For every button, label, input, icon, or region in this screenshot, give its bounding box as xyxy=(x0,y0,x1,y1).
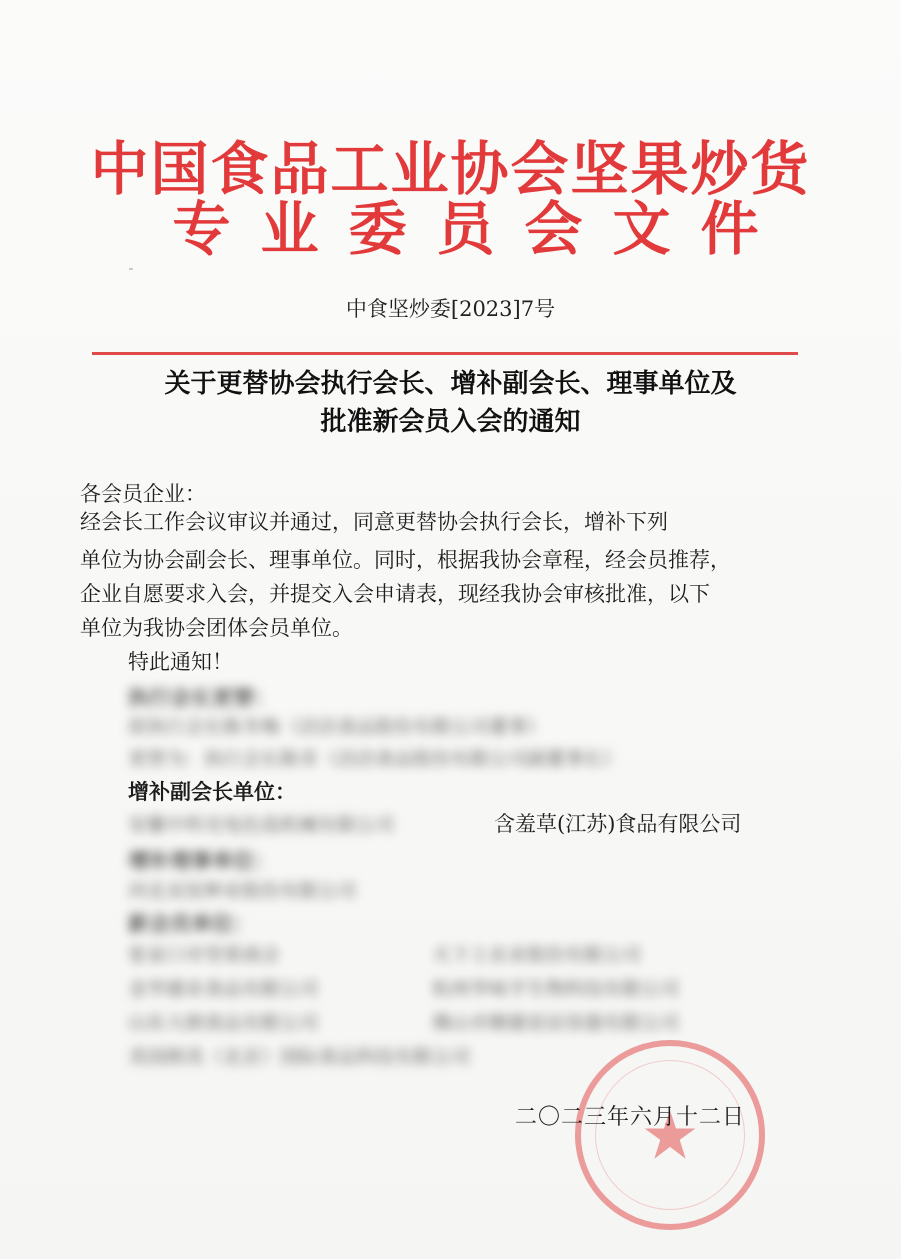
body-line-1: 经会长工作会议审议并通过，同意更替协会执行会长，增补下列 xyxy=(80,510,668,534)
document-date: 二〇二三年六月十二日 xyxy=(515,1105,746,1130)
director-unit-1: 河北双星种业股份有限公司 xyxy=(128,880,357,902)
member-row-3-a: 山东大朗食品有限公司 xyxy=(128,1012,319,1034)
member-row-1-b: 天下土农业股份有限公司 xyxy=(432,944,642,966)
exec-new: 更替为：执行会长陈奇（洽洽食品股份有限公司副董事长） xyxy=(128,748,623,770)
notice-title-line-2: 批准新会员入会的通知 xyxy=(320,407,581,437)
official-seal xyxy=(575,1040,765,1230)
notice-title-line-1: 关于更替协会执行会长、增补副会长、理事单位及 xyxy=(164,369,737,399)
body-line-3: 企业自愿要求入会，并提交入会申请表，现经我协会审核批准，以下 xyxy=(80,582,710,606)
salutation: 各会员企业： xyxy=(80,482,206,506)
vice-unit-1: 安徽中科光电色选机械有限公司 xyxy=(128,814,395,836)
body-line-2: 单位为协会副会长、理事单位。同时，根据我协会章程，经会员推荐， xyxy=(80,548,731,572)
exec-heading: 执行会长更替： xyxy=(128,685,275,710)
document-number: 中食坚炒委[2023]7号 xyxy=(345,297,556,321)
closing-line: 特此通知！ xyxy=(128,650,233,674)
red-divider-rule xyxy=(92,352,798,355)
exec-former: 原执行会长陈冬梅（洽洽食品股份有限公司董事） xyxy=(128,716,547,738)
header-line-1: 中国食品工业协会坚果炒货 xyxy=(90,135,811,203)
header-line-2: 专业委员会文件 xyxy=(172,195,789,263)
vice-unit-2: 含羞草(江苏)食品有限公司 xyxy=(494,812,742,836)
member-row-3-b: 佛山市顺德星辰容器有限公司 xyxy=(432,1012,680,1034)
member-heading: 新会员单位： xyxy=(128,911,254,936)
member-row-4-a: 美国朗美（北京）国际食品科技有限公司 xyxy=(128,1046,471,1068)
member-row-2-a: 金华德业食品有限公司 xyxy=(128,978,319,1000)
body-line-4: 单位为我协会团体会员单位。 xyxy=(80,616,353,640)
scan-speck xyxy=(129,268,133,270)
director-heading: 增补理事单位： xyxy=(128,848,275,873)
member-row-1-a: 张家口市坚果商会 xyxy=(128,944,281,966)
vice-heading: 增补副会长单位： xyxy=(128,779,296,804)
member-row-2-b: 杭州华味亨生物科技有限公司 xyxy=(432,978,680,1000)
